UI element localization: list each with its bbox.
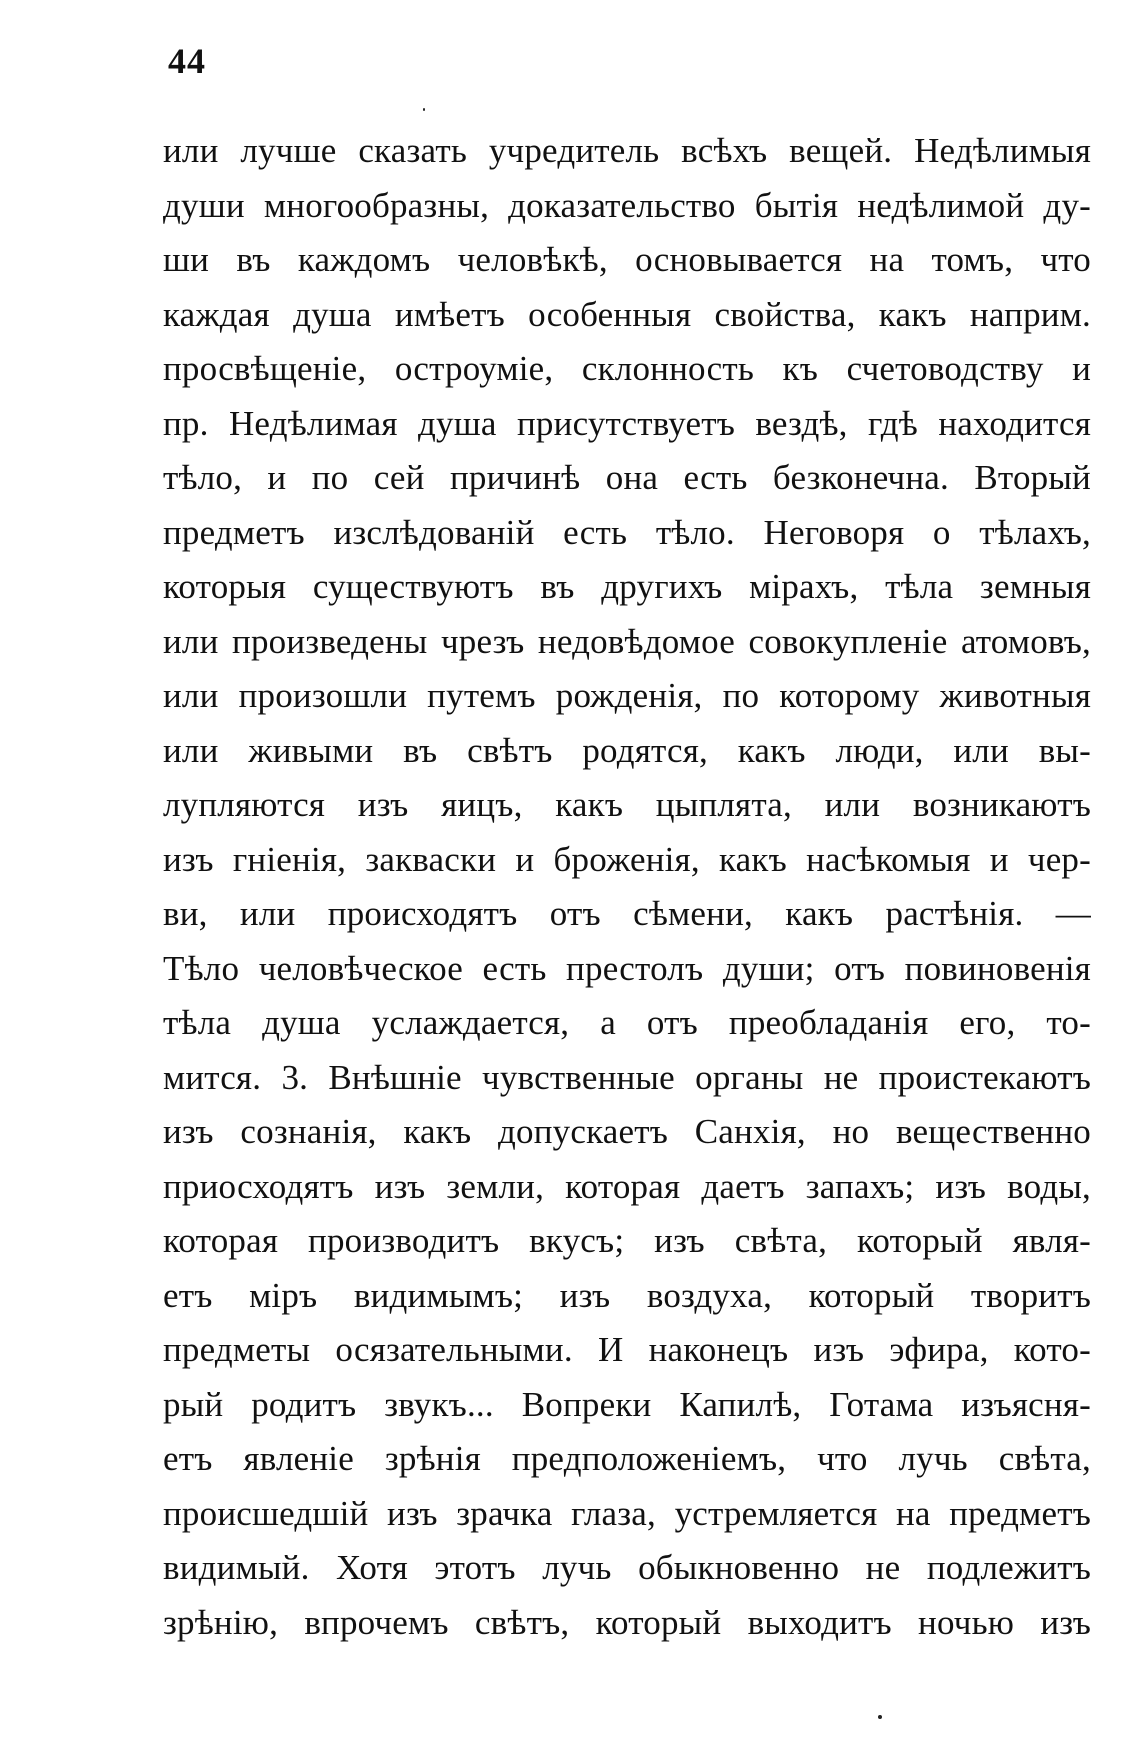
text-line: предметъ изслѣдованій есть тѣло. Неговоря о тѣлахъ, bbox=[163, 512, 1091, 552]
text-line: зрѣнію, впрочемъ свѣтъ, который выходитъ ночью изъ bbox=[163, 1602, 1091, 1642]
text-line: етъ явленіе зрѣнія предположеніемъ, что лучь свѣта, bbox=[163, 1439, 1091, 1478]
text-line: етъ міръ видимымъ; изъ воздуха, который творитъ bbox=[163, 1275, 1091, 1315]
text-line: лупляются изъ яицъ, какъ цыплята, или возникаютъ bbox=[163, 785, 1091, 824]
text-line: или произошли путемъ рожденія, по которому животныя bbox=[163, 676, 1091, 715]
text-line: или произведены чрезъ недовѣдомое совокупленіе атомовъ, bbox=[163, 621, 1091, 661]
text-line: изъ сознанія, какъ допускаетъ Санхія, но вещественно bbox=[163, 1112, 1091, 1151]
text-line: души многообразны, доказательство бытія недѣлимой ду- bbox=[163, 185, 1091, 225]
ink-speck bbox=[423, 108, 425, 111]
text-line: тѣло, и по сей причинѣ она есть безконечна. Вторый bbox=[163, 458, 1091, 497]
text-line: или лучше сказать учредитель всѣхъ вещей. Недѣлимыя bbox=[163, 131, 1091, 170]
text-line: происшедшій изъ зрачка глаза, устремляется на предметъ bbox=[163, 1493, 1091, 1533]
text-line: ви, или происходятъ отъ сѣмени, какъ растѣнія. — bbox=[163, 894, 1091, 933]
ink-speck bbox=[878, 1715, 882, 1719]
text-line: каждая душа имѣетъ особенныя свойства, какъ наприм. bbox=[163, 294, 1091, 334]
text-line: которыя существуютъ въ другихъ мірахъ, тѣла земныя bbox=[163, 567, 1091, 606]
text-line: предметы осязательными. И наконецъ изъ эфира, кото- bbox=[163, 1330, 1091, 1369]
text-line: видимый. Хотя этотъ лучь обыкновенно не подлежитъ bbox=[163, 1548, 1091, 1587]
text-line: ши въ каждомъ человѣкѣ, основывается на томъ, что bbox=[163, 240, 1091, 279]
text-line: просвѣщеніе, остроуміе, склонность къ счетоводству и bbox=[163, 349, 1091, 388]
text-line: Тѣло человѣческое есть престолъ души; отъ повиновенія bbox=[163, 948, 1091, 988]
text-line: пр. Недѣлимая душа присутствуетъ вездѣ, гдѣ находится bbox=[163, 403, 1091, 443]
text-line: рый родитъ звукъ... Вопреки Капилѣ, Готама изъясня- bbox=[163, 1384, 1091, 1424]
page-number: 44 bbox=[168, 41, 206, 81]
text-line: тѣла душа услаждается, а отъ преобладанія его, то- bbox=[163, 1003, 1091, 1042]
text-line: приосходятъ изъ земли, которая даетъ запахъ; изъ воды, bbox=[163, 1166, 1091, 1206]
text-line: изъ гніенія, закваски и броженія, какъ насѣкомыя и чер- bbox=[163, 839, 1091, 879]
page-text-body bbox=[163, 124, 1091, 1650]
text-line: мится. 3. Внѣшніе чувственные органы не проистекаютъ bbox=[163, 1057, 1091, 1097]
text-line: или живыми въ свѣтъ родятся, какъ люди, или вы- bbox=[163, 730, 1091, 770]
text-line: которая производитъ вкусъ; изъ свѣта, который явля- bbox=[163, 1221, 1091, 1260]
